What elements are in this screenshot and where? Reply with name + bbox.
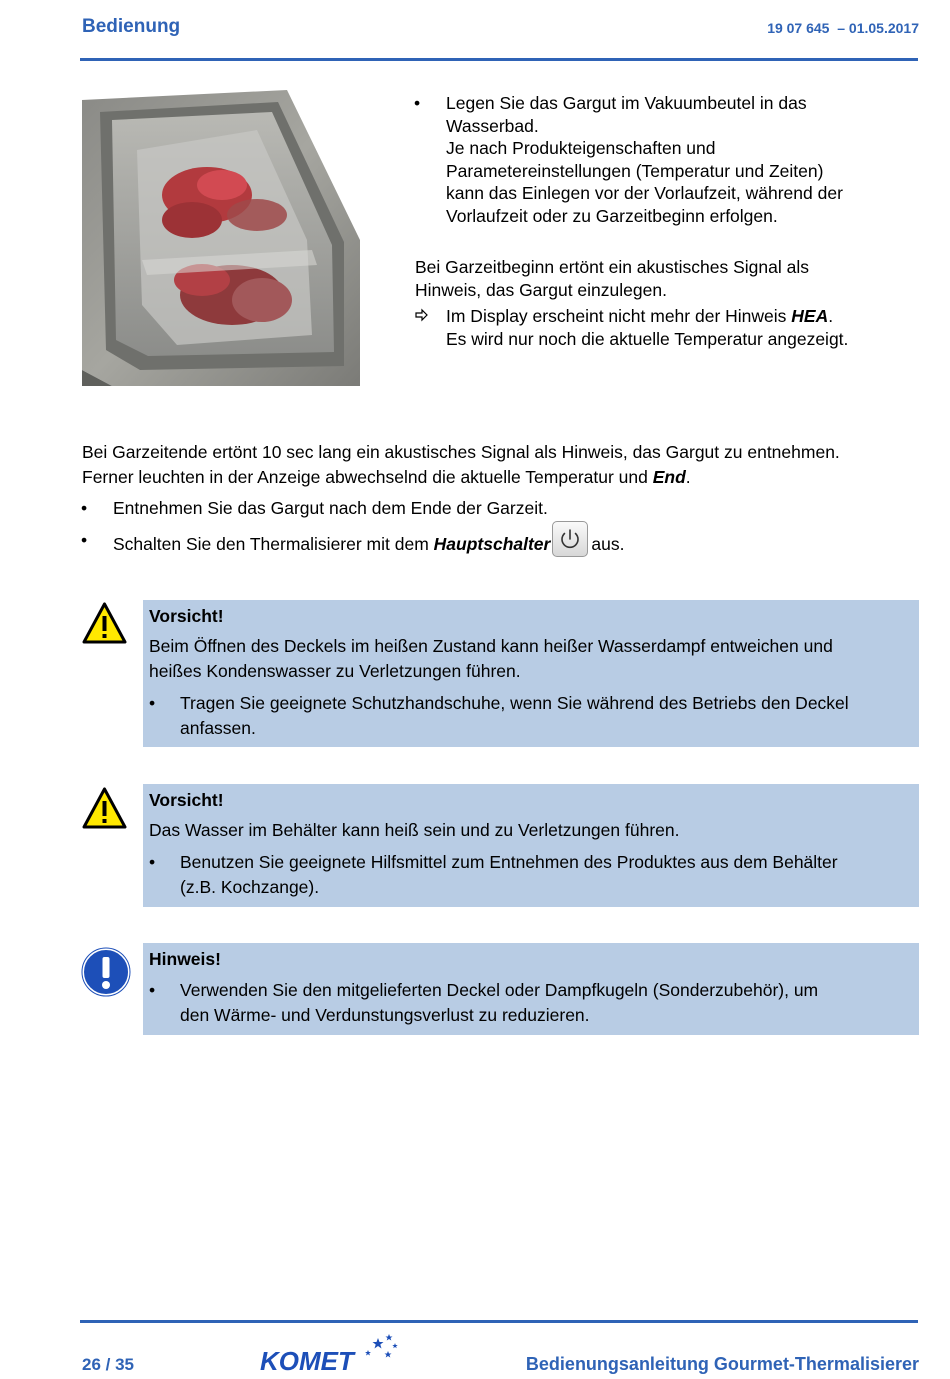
- warning-1-text-line-2: heißes Kondenswasser zu Verletzungen führen.: [149, 661, 521, 681]
- power-button-icon: [552, 521, 588, 557]
- start-signal-line-1: Bei Garzeitbeginn ertönt ein akustisches Signal als: [415, 257, 809, 277]
- display-result: [446, 305, 916, 350]
- komet-logo: [260, 1332, 400, 1374]
- switch-off-bullet: • Schalten Sie den Thermalisierer mit dem Hauptschalter aus.: [113, 521, 913, 563]
- warning-1-text-line-1: Beim Öffnen des Deckels im heißen Zustand kann heißer Wasserdampf entweichen und: [149, 636, 833, 656]
- notice-bullet-line-1: Verwenden Sie den mitgelieferten Deckel oder Dampfkugeln (Sonderzubehör), um: [180, 980, 819, 1000]
- notice-bullet: • Verwenden Sie den mitgelieferten Deckel oder Dampfkugeln (Sonderzubehör), um den Wärme- und Verdunstungsverlust zu reduzieren.: [149, 978, 913, 1028]
- remove-bullet: [113, 497, 913, 520]
- switch-off-prefix: Schalten Sie den Thermalisierer mit dem: [113, 534, 434, 554]
- end-signal-line-2-prefix: Ferner leuchten in der Anzeige abwechselnd die aktuelle Temperatur und: [82, 467, 653, 487]
- footer-rule: [80, 1320, 918, 1323]
- warning-panel-2: [143, 784, 919, 907]
- page-number: 26 / 35: [82, 1355, 134, 1374]
- warning-1-bullet-line-1: Tragen Sie geeignete Schutzhandschuhe, wenn Sie während des Betriebs den Deckel: [180, 693, 849, 713]
- insert-line-6: Vorlaufzeit oder zu Garzeitbeginn erfolgen.: [446, 205, 778, 226]
- hea-code: HEA: [791, 306, 829, 326]
- remove-bullet-text: • Entnehmen Sie das Gargut nach dem Ende der Garzeit.: [113, 497, 913, 520]
- switch-off-suffix: aus.: [591, 534, 625, 554]
- insert-line-5: kann das Einlegen vor der Vorlaufzeit, während der: [446, 183, 843, 203]
- warning-triangle-icon: [82, 787, 127, 829]
- hollow-arrow-right-icon: [415, 304, 429, 327]
- warning-2-bullet-line-1: Benutzen Sie geeignete Hilfsmittel zum Entnehmen des Produktes aus dem Behälter: [180, 852, 838, 872]
- end-signal-line-2-suffix: .: [685, 467, 691, 487]
- komet-logo-text: KOMET: [260, 1346, 354, 1374]
- notice-bullet-line-2: den Wärme- und Verdunstungsverlust zu reduzieren.: [180, 1005, 590, 1025]
- main-switch-label: Hauptschalter: [433, 534, 551, 554]
- water-bath-photo: [82, 90, 360, 386]
- footer-manual-title: Bedienungsanleitung Gourmet-Thermalisierer: [525, 1354, 919, 1374]
- insert-bullet-text: [446, 92, 916, 227]
- display-result-suffix: .: [828, 306, 834, 326]
- exclamation-circle-icon: [81, 947, 131, 997]
- warning-2-title: Vorsicht!: [149, 790, 224, 810]
- warning-2-bullet-line-2: (z.B. Kochzange).: [180, 877, 320, 897]
- header-doc-ref: 19 07 645 – 01.05.2017: [767, 20, 919, 36]
- warning-2-bullet: • Benutzen Sie geeignete Hilfsmittel zum Entnehmen des Produktes aus dem Behälter (z.B. Kochzange).: [149, 850, 913, 900]
- start-signal-paragraph: [415, 256, 915, 301]
- insert-line-2: Wasserbad.: [446, 115, 539, 136]
- warning-triangle-icon: [82, 602, 127, 644]
- display-result-prefix: Im Display erscheint nicht mehr der Hinweis: [446, 306, 792, 326]
- end-signal-line-1: Bei Garzeitende ertönt 10 sec lang ein akustisches Signal als Hinweis, das Gargut zu entnehmen.: [82, 442, 840, 462]
- warning-1-bullet-line-2: anfassen.: [180, 718, 256, 738]
- start-signal-line-2: Hinweis, das Gargut einzulegen.: [415, 279, 667, 300]
- end-signal-paragraph: [82, 440, 922, 490]
- header-rule: [80, 58, 918, 61]
- insert-bullet: [446, 92, 916, 227]
- warning-2-text-line-1: Das Wasser im Behälter kann heiß sein und zu Verletzungen führen.: [149, 820, 680, 840]
- notice-title: Hinweis!: [149, 949, 221, 969]
- warning-1-title: Vorsicht!: [149, 606, 224, 626]
- insert-line-4: Parametereinstellungen (Temperatur und Zeiten): [446, 160, 824, 181]
- warning-panel-1: [143, 600, 919, 747]
- warning-1-bullet: • Tragen Sie geeignete Schutzhandschuhe, wenn Sie während des Betriebs den Deckel anfassen.: [149, 691, 913, 741]
- end-code: End: [652, 467, 686, 487]
- display-result-line-2: Es wird nur noch die aktuelle Temperatur angezeigt.: [446, 328, 849, 349]
- insert-line-3: Je nach Produkteigenschaften und: [446, 138, 716, 158]
- header-section-title: Bedienung: [82, 16, 181, 37]
- notice-panel: [143, 943, 919, 1035]
- insert-line-1: • Legen Sie das Gargut im Vakuumbeutel in das: [446, 93, 807, 113]
